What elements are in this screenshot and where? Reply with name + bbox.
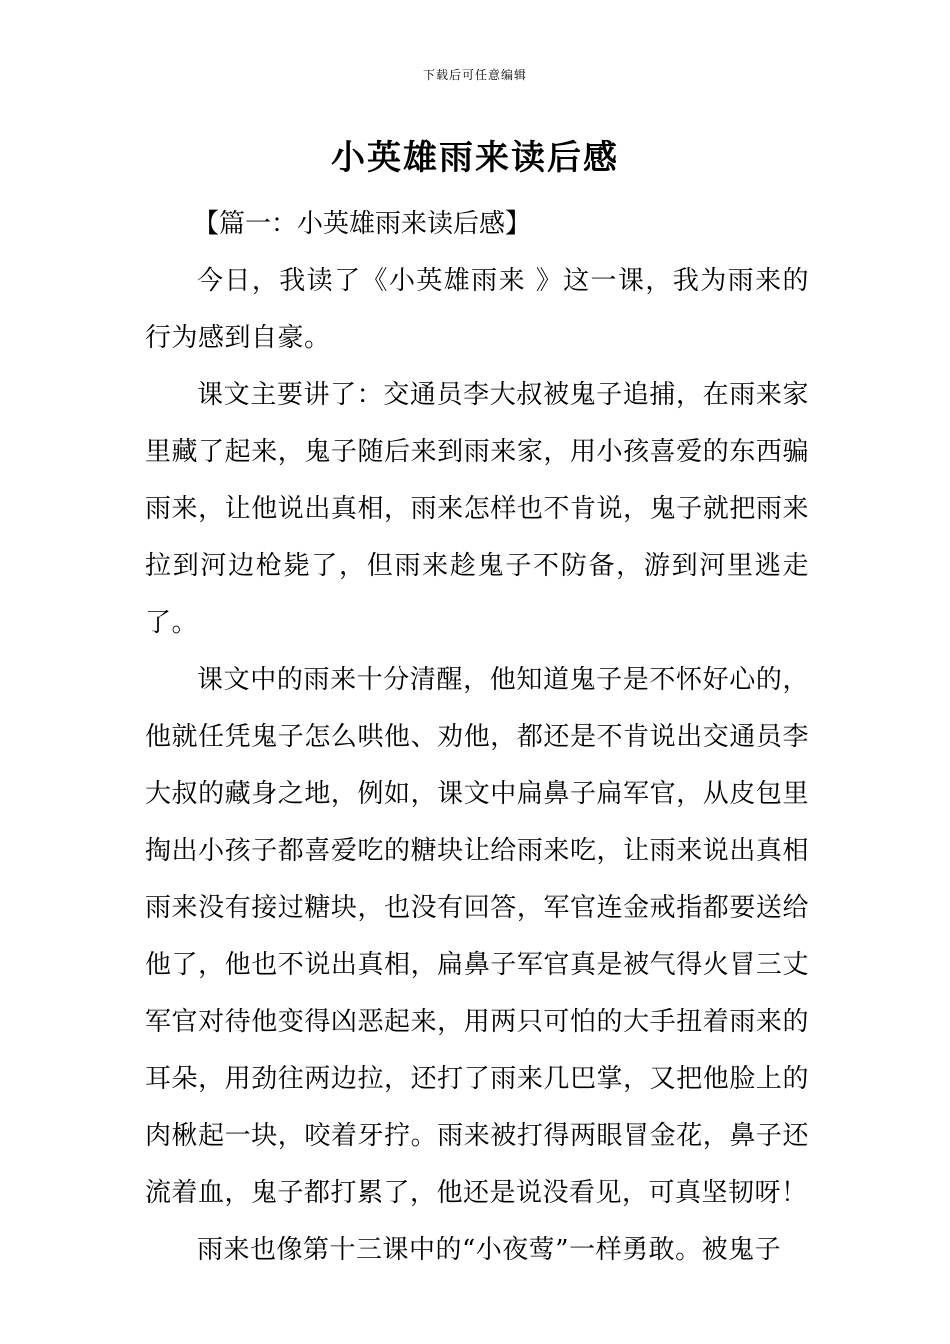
document-title: 小英雄雨来读后感 — [331, 138, 619, 178]
document-body — [145, 196, 809, 1279]
paragraph-analysis: 课文中的雨来十分清醒，他知道鬼子是不怀好心的，他就任凭鬼子怎么哄他、劝他，都还是不肯说出交通员李大叔的藏身之地，例如，课文中扁鼻子扁军官，从皮包里掏出小孩子都喜爱吃的糖块让给雨来吃，让雨来说出真相雨来没有接过糖块，也没有回答，军官连金戒指都要送给他了，他也不说出真相，扁鼻子军官真是被气得火冒三丈军官对待他变得凶恶起来，用两只可怕的大手扭着雨来的耳朵，用劲往两边拉，还打了雨来几巴掌，又把他脸上的肉楸起一块，咬着牙拧。雨来被打得两眼冒金花，鼻子还流着血，鬼子都打累了，他还是说没看见，可真坚韧呀！ — [145, 665, 809, 1208]
paragraph-intro: 今日，我读了《小英雄雨来 》这一课，我为雨来的行为感到自豪。 — [145, 266, 809, 353]
paragraph-summary: 课文主要讲了：交通员李大叔被鬼子追捕，在雨来家里藏了起来，鬼子随后来到雨来家，用小孩喜爱的东西骗雨来，让他说出真相，雨来怎样也不肯说，鬼子就把雨来拉到河边枪毙了，但雨来趁鬼子不防备，游到河里逃走了。 — [145, 380, 809, 638]
section-heading: 【篇一：小英雄雨来读后感】 — [193, 209, 532, 239]
header-note: 下载后可任意编辑 — [422, 68, 527, 82]
paragraph-comparison: 雨来也像第十三课中的“小夜莺”一样勇敢。被鬼子 — [197, 1235, 782, 1265]
